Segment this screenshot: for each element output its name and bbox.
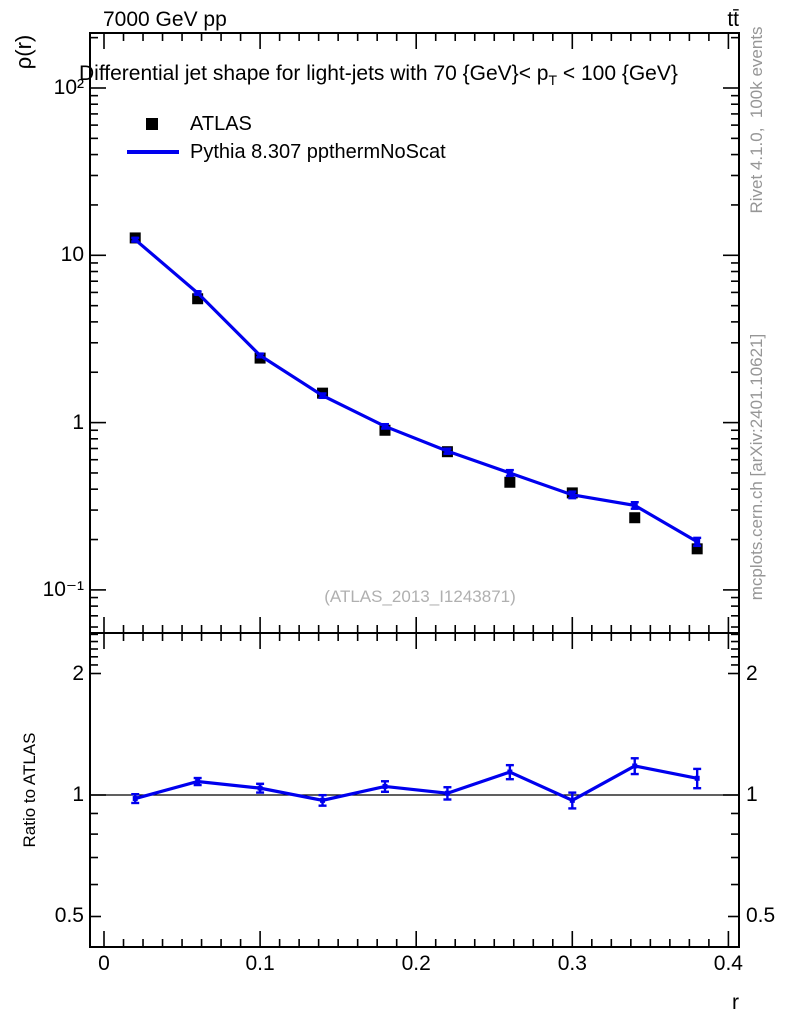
plot-title (79, 62, 678, 88)
rivet-version-note: Rivet 4.1.0, 100k events (747, 26, 766, 214)
ratio-y-tick-label-right: 2 (746, 661, 758, 685)
ratio-y-tick-label-right: 0.5 (746, 904, 776, 928)
ratio-y-tick-label-left: 2 (72, 661, 84, 685)
x-tick-label: 0 (98, 952, 110, 975)
legend-label-atlas: ATLAS (190, 113, 252, 135)
x-tick-label: 0.3 (557, 952, 587, 975)
ratio-y-tick-label-left: 1 (72, 783, 84, 806)
plot-title-subscript: T (548, 72, 558, 89)
ratio-y-tick-label-left: 0.5 (54, 904, 84, 928)
process-label: tt̄ (727, 8, 739, 31)
main-y-tick-label: 10⁻¹ (42, 577, 84, 601)
ratio-y-tick-label-right: 1 (746, 783, 758, 806)
x-axis-label: r (732, 991, 739, 1014)
legend-label-pythia: Pythia 8.307 ppthermNoScat (190, 141, 446, 163)
mcplots-arxiv-note: mcplots.cern.ch [arXiv:2401.10621] (747, 333, 766, 601)
main-y-tick-label: 1 (72, 410, 84, 434)
main-y-tick-label: 10² (53, 76, 84, 99)
ratio-y-axis-label: Ratio to ATLAS (20, 732, 39, 848)
legend-marker-black-square-icon (146, 118, 158, 130)
plot-title-part2: < 100 {GeV} (557, 62, 678, 85)
main-y-tick-label: 10 (60, 243, 84, 267)
x-tick-label: 0.4 (713, 952, 743, 975)
plot-title-part1: Differential jet shape for light-jets with 70 {GeV}< p (79, 62, 549, 85)
analysis-id-watermark: (ATLAS_2013_I1243871) (324, 587, 516, 606)
x-tick-label: 0.1 (245, 952, 275, 975)
main-y-axis-label: ρ(r) (11, 34, 36, 70)
beam-energy-label: 7000 GeV pp (103, 8, 227, 31)
x-tick-label: 0.2 (401, 952, 431, 975)
legend-marker-blue-line-icon (127, 150, 179, 154)
